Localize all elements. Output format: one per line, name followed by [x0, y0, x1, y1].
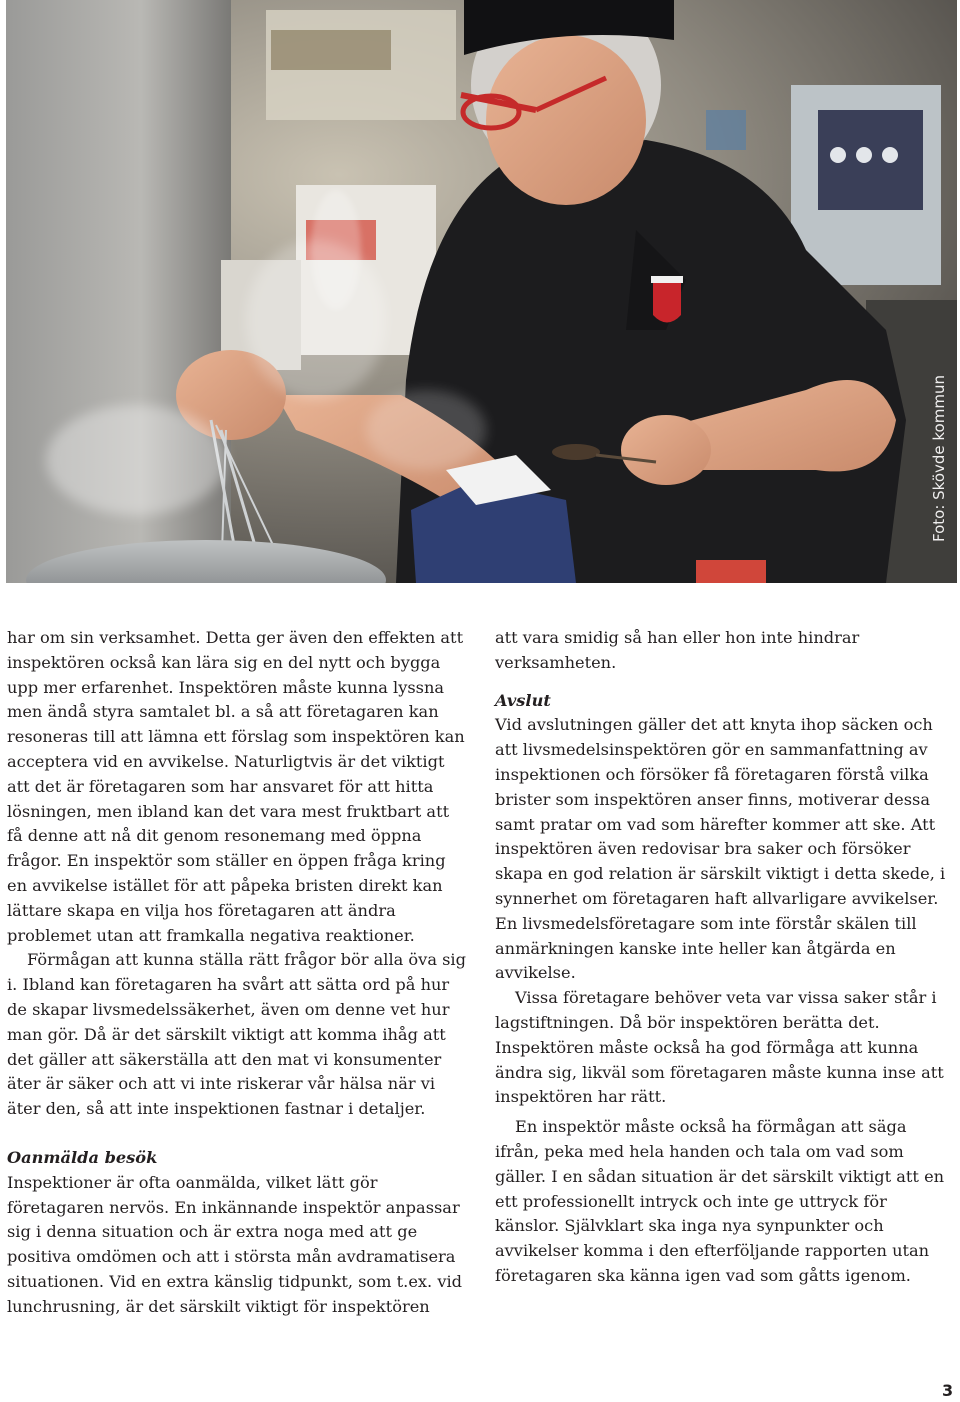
- left-paragraph-1: har om sin verksamhet. Detta ger även den effekten att inspektören också kan lära sig en del nytt och bygga upp mer erfarenhet. Inspektören måste kunna lyssna men ändå styra samtalet bl. a så att företagaren kan resoneras till att lämna ett förslag som inspektören kan acceptera vid en avvikelse. Naturligtvis är det viktigt att det är företagaren som har ansvaret för att hitta lösningen, men ibland kan det vara mest fruktbart att få denne att nå dit genom resonemang med öppna frågor. En inspektör som ställer en öppen fråga kring en avvikelse istället för att påpeka bristen direkt kan lättare skapa en vilja hos företagaren att ändra problemet utan att framkalla negativa reaktioner.: [7, 628, 465, 945]
- page-number: 3: [942, 1381, 954, 1400]
- left-paragraph-3: Inspektioner är ofta oanmälda, vilket lätt gör företagaren nervös. En inkännande inspektör anpassar sig i denna situation och är extra noga med att ge positiva omdömen och att i största mån avdramatisera situationen. Vid en extra känslig tidpunkt, som t.ex. vid lunchrusning, är det särskilt viktigt för inspektören: [7, 1172, 463, 1316]
- right-paragraph-1: att vara smidig så han eller hon inte hindrar verksamheten.: [495, 628, 860, 672]
- right-hand: [621, 415, 711, 485]
- section-heading-avslut: Avslut: [495, 690, 551, 710]
- right-paragraph-4: En inspektör måste också ha förmågan att säga ifrån, peka med hela handen och tala om vad som gäller. I en sådan situation är det särskilt viktigt att en ett professionellt intryck och inte ge uttryck för känslor. Självklart ska inga nya synpunkter och avvikelser komma i den efterföljande rapporten utan företagaren ska känna igen vad som gåtts igenom.: [495, 1117, 945, 1285]
- left-paragraph-2: Förmågan att kunna ställa rätt frågor bör alla öva sig i. Ibland kan företagaren ha svårt att sätta ord på hur de skapar livsmedelssäkerhet, även om denne vet hur man gör. Då är det särskilt viktigt att komma ihåg att det gäller att säkerställa att den mat vi konsumenter äter är säker och att vi inte riskerar vår hälsa när vi äter den, så att inte inspektionen fastnar i detaljer.: [7, 950, 466, 1119]
- badge-shield: [653, 283, 681, 323]
- right-column: [495, 626, 951, 1289]
- section-heading-oanmalda: Oanmälda besök: [7, 1147, 158, 1167]
- photo-credit: Foto: Skövde kommun: [930, 375, 948, 542]
- face: [486, 35, 646, 205]
- kitchen-photo: [6, 0, 957, 583]
- right-paragraph-3: Vissa företagare behöver veta var vissa saker står i lagstiftningen. Då bör inspektören berätta det. Inspektören måste också ha god förmåga att kunna ändra sig, likväl som företagaren måste kunna inse att inspektören har rätt.: [495, 988, 944, 1107]
- right-paragraph-2: Vid avslutningen gäller det att knyta ihop säcken och att livsmedelsinspektören gör en sammanfattning av inspektionen och försöker få företagaren förstå vilka brister som inspektören anser finns, motiverar dessa samt pratar om vad som härefter kommer att ske. Att inspektören även redovisar bra saker och försöker skapa en god relation är särskilt viktigt i detta skede, i synnerhet om företagaren haft allvarligare avvikelser. En livsmedelsföretagare som inte förstår skälen till anmärkningen kanske inte heller kan åtgärda en avvikelse.: [495, 715, 946, 983]
- left-column: [7, 626, 467, 1320]
- photo-illustration: [6, 0, 957, 583]
- spoon: [552, 444, 600, 460]
